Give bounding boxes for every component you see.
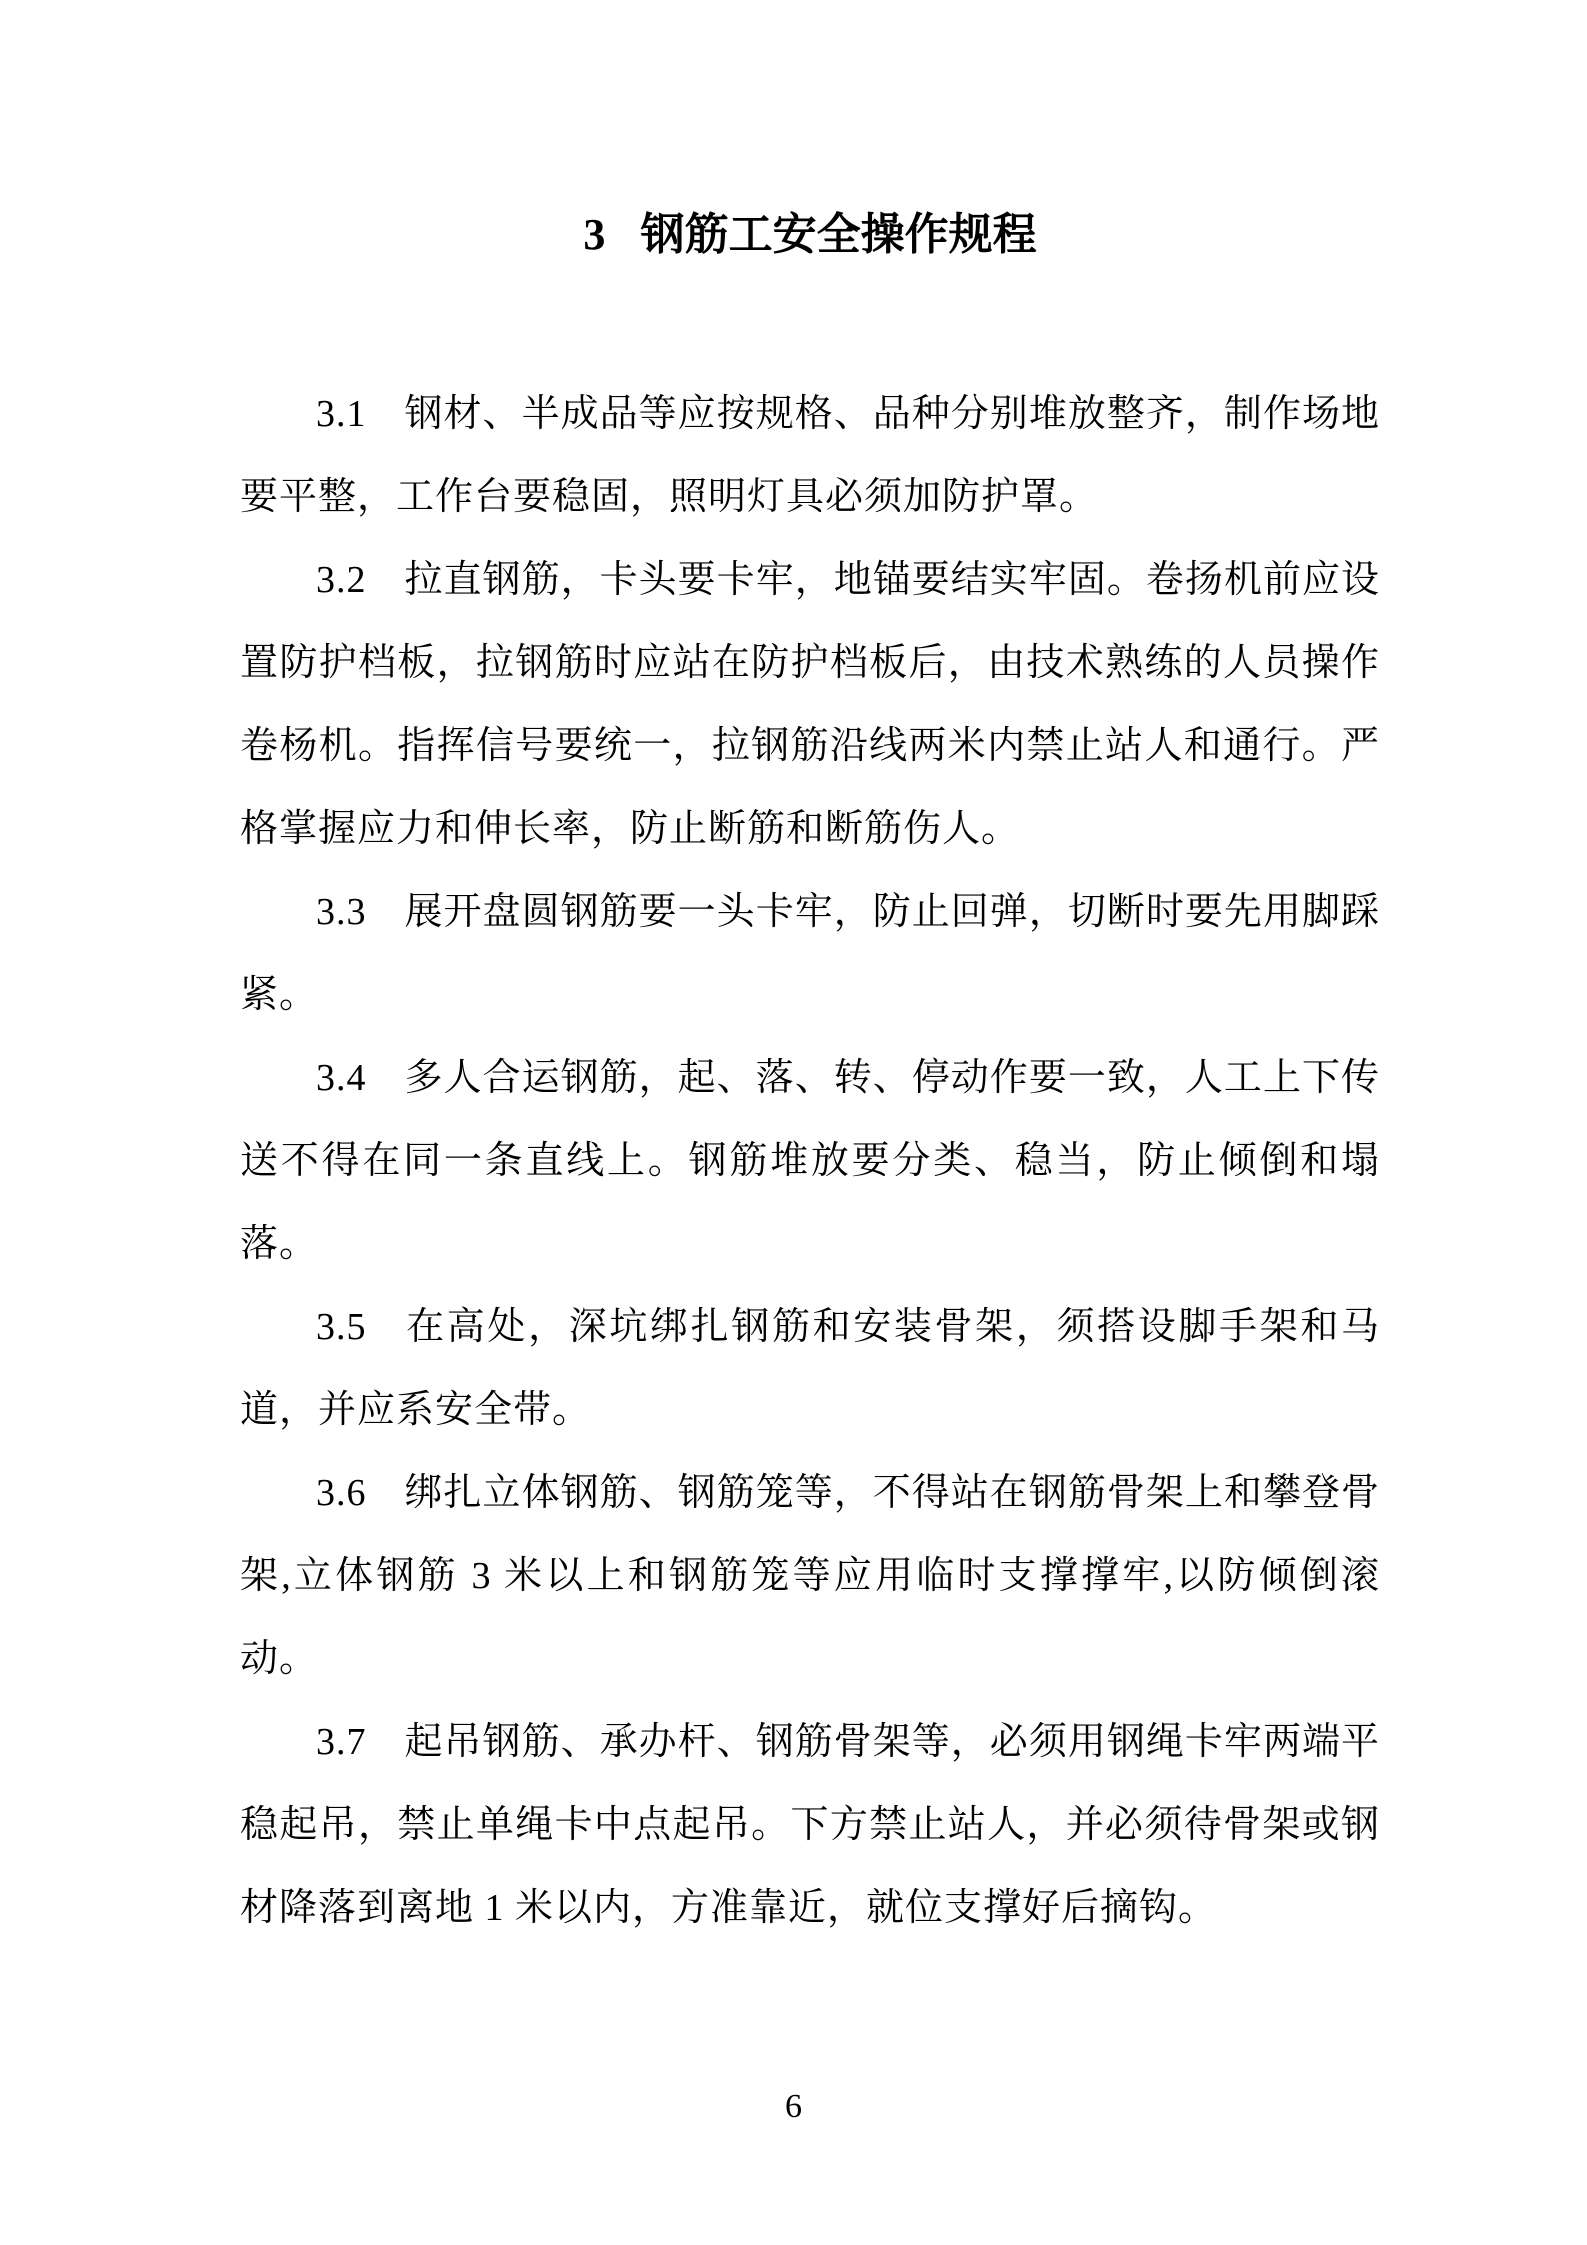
- clause-paragraph: [240, 1286, 1380, 1452]
- clause-paragraph: [240, 1701, 1380, 1950]
- page-number: 6: [785, 2088, 802, 2125]
- clause-number: 3.4: [316, 1057, 367, 1099]
- clause-list: [240, 373, 1380, 1950]
- clause-text: 起吊钢筋、承办杆、钢筋骨架等，必须用钢绳卡牢两端平稳起吊，禁止单绳卡中点起吊。下方禁止站人，并必须待骨架或钢材降落到离地 1 米以内，方准靠近，就位支撑好后摘钩。: [240, 1721, 1380, 1929]
- clause-text: 多人合运钢筋，起、落、转、停动作要一致，人工上下传送不得在同一条直线上。钢筋堆放要分类、稳当，防止倾倒和塌落。: [240, 1057, 1380, 1265]
- page-title: [240, 192, 1380, 277]
- clause-text: 在高处，深坑绑扎钢筋和安装骨架，须搭设脚手架和马道，并应系安全带。: [240, 1306, 1380, 1431]
- clause-number: 3.5: [316, 1306, 367, 1348]
- clause-number: 3.6: [316, 1472, 367, 1514]
- clause-text: 钢材、半成品等应按规格、品种分别堆放整齐，制作场地要平整，工作台要稳固，照明灯具必须加防护罩。: [240, 393, 1380, 518]
- clause-paragraph: [240, 1452, 1380, 1701]
- clause-text: 绑扎立体钢筋、钢筋笼等，不得站在钢筋骨架上和攀登骨架,立体钢筋 3 米以上和钢筋笼等应用临时支撑撑牢,以防倾倒滚动。: [240, 1472, 1380, 1680]
- clause-number: 3.2: [316, 559, 367, 601]
- clause-paragraph: [240, 1037, 1380, 1286]
- clause-paragraph: [240, 539, 1380, 871]
- clause-paragraph: [240, 373, 1380, 539]
- heading-number: 3: [583, 210, 606, 259]
- clause-number: 3.7: [316, 1721, 367, 1763]
- clause-number: 3.1: [316, 393, 367, 435]
- heading-text: 钢筋工安全操作规程: [640, 210, 1037, 259]
- clause-text: 拉直钢筋，卡头要卡牢，地锚要结实牢固。卷扬机前应设置防护档板，拉钢筋时应站在防护档板后，由技术熟练的人员操作卷杨机。指挥信号要统一，拉钢筋沿线两米内禁止站人和通行。严格掌握应力和伸长率，防止断筋和断筋伤人。: [240, 559, 1380, 850]
- clause-text: 展开盘圆钢筋要一头卡牢，防止回弹，切断时要先用脚踩紧。: [240, 891, 1380, 1016]
- clause-paragraph: [240, 871, 1380, 1037]
- document-content: [240, 192, 1380, 1950]
- clause-number: 3.3: [316, 891, 367, 933]
